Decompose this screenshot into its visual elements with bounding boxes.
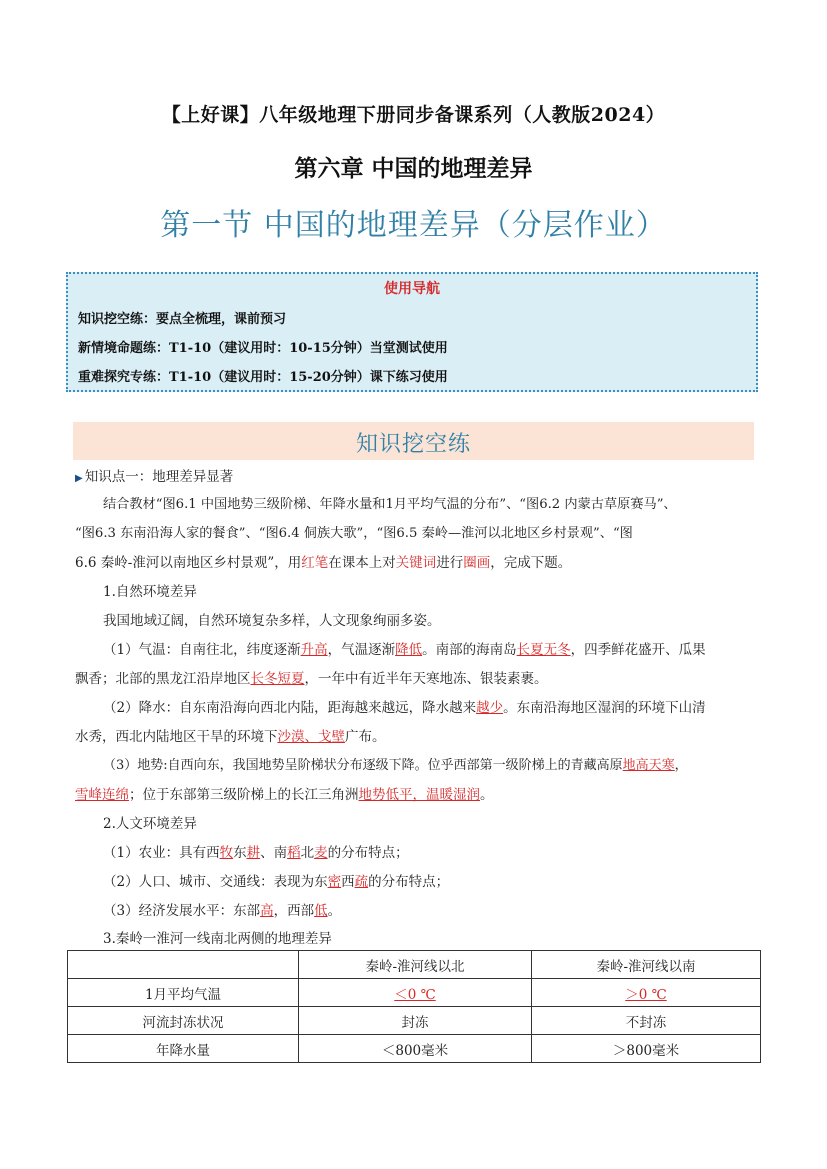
text: 西: [341, 874, 355, 890]
row-label: 1月平均气温: [68, 979, 299, 1007]
text: ，西部: [273, 903, 315, 919]
table-header-cell: 秦岭-淮河线以南: [532, 951, 761, 979]
answer-blank: 地势低平，温暖湿润: [358, 787, 480, 803]
text: 、南: [260, 845, 288, 861]
answer-blank: 沙漠、戈壁: [277, 729, 345, 745]
table-cell: ＜800毫米: [299, 1035, 532, 1063]
answer-blank: 雪峰连绵: [75, 787, 129, 803]
table-header-cell: 秦岭-淮河线以北: [299, 951, 532, 979]
text: （3）地势:自西向东，我国地势呈阶梯状分布逐级下降。位乎西部第一级阶梯上的青藏高原: [103, 758, 623, 773]
answer-blank: 高: [260, 903, 274, 919]
section-title: 第一节 中国的地理差异（分层作业）: [160, 208, 667, 243]
text: 。东南沿海地区湿润的环境下山清: [503, 700, 706, 716]
intro-line-1: 结合教材“图6.1 中国地势三级阶梯、年降水量和1月平均气温的分布”、“图6.2 内蒙古草原赛马”、: [103, 497, 677, 512]
table-cell: 不封冻: [532, 1007, 761, 1035]
population-line: [103, 873, 449, 891]
text: 北: [300, 845, 315, 861]
table-row: [68, 1035, 761, 1063]
text: 水秀，西北内陆地区干旱的环境下: [75, 729, 278, 745]
answer-blank: 长冬短夏: [250, 671, 305, 687]
answer-blank: ＞0 ℃: [625, 986, 667, 1003]
table-header-cell: [68, 951, 299, 979]
intro-text: 进行: [436, 555, 464, 571]
answer-circle: 圈画: [463, 555, 491, 571]
text: 东: [233, 845, 247, 861]
answer-blank: 降低: [395, 642, 423, 658]
nav-heading: 使用导航: [384, 281, 440, 297]
text: ，四季鲜花盛开、瓜果: [570, 642, 706, 658]
terrain-line-2: [75, 786, 494, 804]
text: ，气温逐渐: [327, 642, 396, 658]
answer-red-pen: 红笔: [301, 555, 329, 571]
text: 。: [480, 787, 494, 803]
answer-blank: 麦: [314, 845, 328, 861]
natural-env-title: 1.自然环境差异: [103, 584, 197, 600]
text: 广布。: [345, 729, 386, 745]
text: 。南部的海南岛: [422, 642, 517, 658]
precipitation-line-2: [75, 728, 386, 746]
answer-blank: 密: [327, 874, 342, 890]
natural-env-intro: 我国地域辽阔，自然环境复杂多样，人文现象绚丽多姿。: [103, 613, 441, 629]
triangle-marker-icon: ▶: [75, 473, 83, 484]
answer-keywords: 关键词: [395, 555, 437, 571]
text: ，: [674, 758, 688, 773]
table-row: [68, 1007, 761, 1035]
text: ；位于东部第三级阶梯上的长江三角洲: [129, 787, 359, 803]
text: （3）经济发展水平：东部: [103, 903, 261, 919]
agriculture-line: [103, 844, 409, 862]
section-banner: [73, 422, 754, 460]
usage-navigation-box: [66, 272, 758, 392]
answer-blank: 长夏无冬: [516, 642, 571, 658]
answer-blank: 牧: [219, 845, 234, 861]
temperature-line-1: [103, 641, 706, 659]
answer-blank: 疏: [354, 874, 369, 890]
answer-blank: 耕: [246, 845, 261, 861]
terrain-line-1: [103, 757, 688, 775]
economy-line: [103, 902, 341, 920]
intro-text: ，完成下题。: [490, 555, 572, 571]
row-label: 年降水量: [68, 1035, 299, 1063]
answer-blank: ＜0 ℃: [394, 986, 436, 1003]
text: （2）人口、城市、交通线：表现为东: [103, 874, 328, 890]
answer-blank: 稻: [287, 845, 301, 861]
nav-line-knowledge: 知识挖空练：要点全梳理，课前预习: [78, 312, 287, 327]
text: （1）农业：具有西: [103, 845, 220, 861]
chapter-title: 第六章 中国的地理差异: [294, 155, 533, 182]
precipitation-line-1: [103, 699, 706, 717]
intro-text: 6.6 秦岭-淮河以南地区乡村景观”，用: [75, 555, 302, 571]
qinling-title: 3.秦岭一淮河一线南北两侧的地理差异: [103, 931, 332, 947]
text: 。: [327, 903, 342, 919]
answer-blank: 地高天寒: [622, 758, 675, 773]
text: 的分布特点；: [327, 845, 409, 861]
temperature-line-2: [75, 670, 548, 688]
nav-line-new-context: 新情境命题练：T1-10（建议用时：10-15分钟）当堂测试使用: [78, 341, 448, 356]
row-label: 河流封冻状况: [68, 1007, 299, 1035]
series-title: 【上好课】八年级地理下册同步备课系列（人教版2024）: [161, 104, 666, 126]
answer-blank: 升高: [300, 642, 328, 658]
answer-blank: 越少: [476, 700, 504, 716]
text: ，一年中有近半年天寒地冻、银装素裹。: [304, 671, 548, 687]
nav-line-difficult: 重难探究专练：T1-10（建议用时：15-20分钟）课下练习使用: [78, 370, 448, 385]
text: 的分布特点；: [368, 874, 450, 890]
table-cell: ＞800毫米: [532, 1035, 761, 1063]
intro-text: 在课本上对: [328, 555, 396, 571]
text: （1）气温：自南往北，纬度逐渐: [103, 642, 301, 658]
table-cell: 封冻: [299, 1007, 532, 1035]
text: （2）降水：自东南沿海向西北内陆，距海越来越远，降水越来: [103, 700, 477, 716]
table-row: [68, 979, 761, 1007]
human-env-title: 2.人文环境差异: [103, 816, 197, 832]
intro-line-2: “图6.3 东南沿海人家的餐食”、“图6.4 侗族大歌”，“图6.5 秦岭—淮河以北地区乡村景观”、“图: [75, 526, 633, 541]
knowledge-point-text: 知识点一：地理差异显著: [84, 469, 234, 485]
intro-line-3: [75, 554, 571, 572]
north-south-difference-table: [67, 950, 761, 1063]
answer-blank: 低: [314, 903, 328, 919]
table-header-row: [68, 951, 761, 979]
knowledge-point-heading: [75, 468, 233, 488]
text: 飘香；北部的黑龙江沿岸地区: [75, 671, 251, 687]
banner-title: 知识挖空练: [355, 432, 471, 457]
